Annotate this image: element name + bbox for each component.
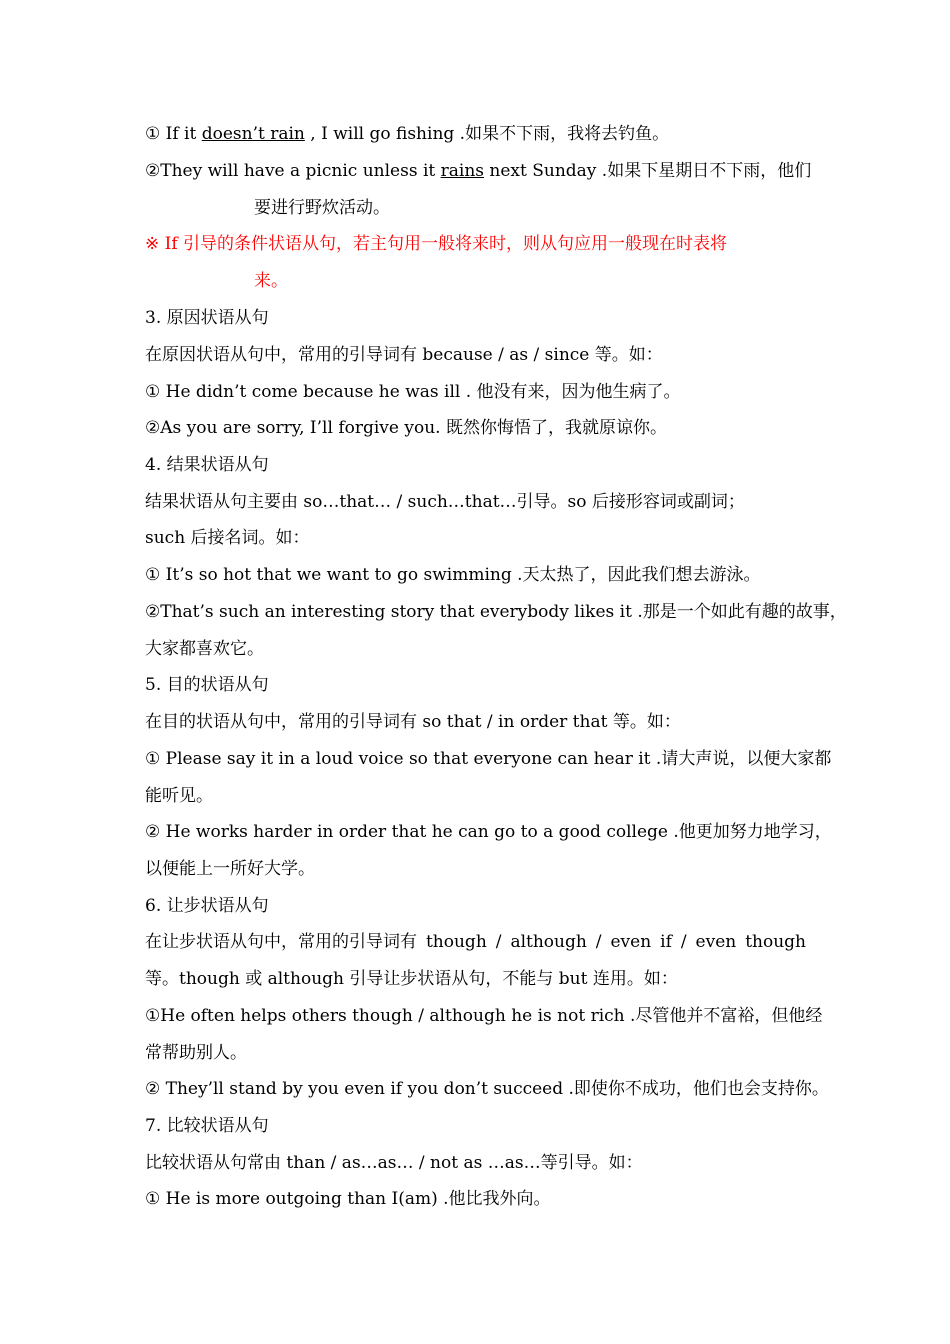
section-heading: 7. 比较状语从句 — [145, 1116, 269, 1136]
example-line: ①He often helps others though / although he is not rich .尽管他并不富裕，但他经 — [145, 1006, 823, 1026]
paragraph-line: 在原因状语从句中，常用的引导词有 because / as / since 等。如： — [145, 345, 663, 365]
example-line — [145, 122, 669, 146]
section-heading: 6. 让步状语从句 — [145, 896, 269, 916]
text-segment: / — [595, 932, 602, 952]
paragraph-line: 结果状语从句主要由 so…that… / such…that…引导。so 后接形容词或副词； — [145, 492, 745, 512]
underlined-text: doesn’t rain — [201, 124, 305, 144]
section-heading: 5. 目的状语从句 — [145, 675, 269, 695]
text-segment: though — [745, 932, 806, 952]
text-segment: even — [695, 932, 737, 952]
underlined-text: rains — [440, 161, 484, 181]
text-segment: ②They will have a picnic unless it — [145, 161, 441, 181]
example-line — [145, 159, 811, 183]
section-heading: 3. 原因状语从句 — [145, 308, 269, 328]
example-line: ① He is more outgoing than I(am) .他比我外向。 — [145, 1189, 551, 1209]
example-line: ② They’ll stand by you even if you don’t succeed .即使你不成功，他们也会支持你。 — [145, 1079, 829, 1099]
text-segment: if — [660, 932, 672, 952]
example-line: ① He didn’t come because he was ill . 他没有来，因为他生病了。 — [145, 382, 681, 402]
example-line: ① Please say it in a loud voice so that everyone can hear it .请大声说，以便大家都 — [145, 749, 832, 769]
paragraph-line: 在目的状语从句中，常用的引导词有 so that / in order that 等。如： — [145, 712, 681, 732]
paragraph-line: 比较状语从句常由 than / as…as… / not as …as…等引导。如： — [145, 1153, 643, 1173]
text-segment: / — [495, 932, 502, 952]
example-line: ① It’s so hot that we want to go swimming .天太热了，因此我们想去游泳。 — [145, 565, 761, 585]
example-line-continuation: 要进行野炊活动。 — [254, 198, 390, 218]
note-line: ※ If 引导的条件状语从句，若主句用一般将来时，则从句应用一般现在时表将 — [145, 234, 728, 254]
example-line: ②As you are sorry, I’ll forgive you. 既然你悔悟了，我就原谅你。 — [145, 418, 667, 438]
paragraph-line: 等。though 或 although 引导让步状语从句，不能与 but 连用。如： — [145, 969, 678, 989]
example-line-continuation: 常帮助别人。 — [145, 1043, 247, 1063]
text-segment: next Sunday .如果下星期日不下雨，他们 — [484, 161, 812, 181]
note-line-continuation: 来。 — [254, 271, 288, 291]
text-segment: , I will go fishing .如果不下雨，我将去钓鱼。 — [304, 124, 670, 144]
text-segment: though — [425, 932, 487, 952]
example-line: ②That’s such an interesting story that everybody likes it .那是一个如此有趣的故事， — [145, 602, 847, 622]
text-segment: 在让步状语从句中，常用的引导词有 — [145, 932, 417, 952]
text-segment: / — [680, 932, 687, 952]
text-segment: ① If it — [145, 124, 202, 144]
example-line-continuation: 能听见。 — [145, 786, 213, 806]
example-line-continuation: 以便能上一所好大学。 — [145, 859, 315, 879]
paragraph-line-justified — [145, 930, 806, 954]
paragraph-line: such 后接名词。如： — [145, 528, 310, 548]
example-line: ② He works harder in order that he can go to a good college .他更加努力地学习， — [145, 822, 832, 842]
text-segment: even — [610, 932, 652, 952]
text-segment: although — [510, 932, 587, 952]
example-line-continuation: 大家都喜欢它。 — [145, 639, 264, 659]
section-heading: 4. 结果状语从句 — [145, 455, 269, 475]
